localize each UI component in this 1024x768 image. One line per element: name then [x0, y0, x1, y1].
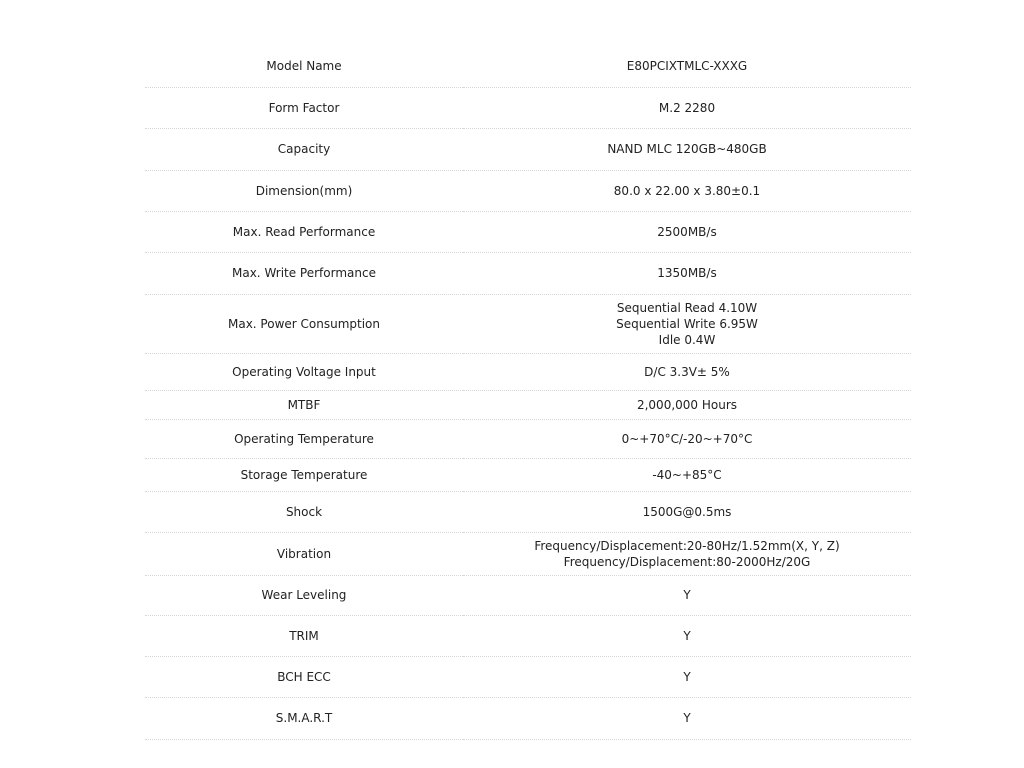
spec-value-line: D/C 3.3V± 5% — [644, 364, 730, 379]
spec-row — [145, 419, 911, 458]
spec-label: Vibration — [145, 532, 463, 575]
spec-value — [463, 491, 911, 532]
spec-value-line: Y — [683, 588, 691, 602]
spec-row — [145, 458, 911, 491]
spec-row — [145, 615, 911, 656]
spec-value — [463, 615, 911, 656]
spec-value — [463, 353, 911, 390]
spec-label: Capacity — [145, 128, 463, 170]
spec-row — [145, 575, 911, 615]
spec-value — [463, 575, 911, 615]
spec-value — [463, 46, 911, 87]
spec-value — [463, 532, 911, 575]
spec-row — [145, 697, 911, 739]
spec-value-line: 2500MB/s — [657, 224, 717, 239]
spec-row — [145, 128, 911, 170]
spec-row — [145, 656, 911, 697]
spec-label: Shock — [145, 491, 463, 532]
spec-value — [463, 656, 911, 697]
spec-label: Model Name — [145, 46, 463, 87]
spec-row — [145, 294, 911, 353]
spec-row — [145, 87, 911, 128]
spec-value-line: 1350MB/s — [657, 266, 717, 280]
spec-value-line: Y — [683, 628, 691, 643]
spec-row — [145, 252, 911, 294]
spec-label: MTBF — [145, 390, 463, 419]
spec-row — [145, 532, 911, 575]
spec-label: Max. Read Performance — [145, 211, 463, 252]
spec-label: Max. Power Consumption — [145, 294, 463, 353]
spec-value-line: Idle 0.4W — [658, 332, 716, 347]
spec-row — [145, 390, 911, 419]
spec-value-line: 1500G@0.5ms — [642, 504, 732, 519]
spec-value-line: Y — [683, 669, 691, 684]
spec-table — [145, 46, 911, 740]
spec-value — [463, 87, 911, 128]
spec-row — [145, 353, 911, 390]
spec-value-line: NAND MLC 120GB~480GB — [607, 142, 767, 156]
spec-label: Operating Temperature — [145, 419, 463, 458]
spec-value — [463, 252, 911, 294]
spec-value-line: M.2 2280 — [658, 100, 716, 115]
spec-label: Operating Voltage Input — [145, 353, 463, 390]
spec-label: S.M.A.R.T — [145, 697, 463, 739]
spec-row — [145, 170, 911, 211]
spec-value-line: -40~+85°C — [652, 467, 722, 482]
spec-value — [463, 211, 911, 252]
spec-value — [463, 170, 911, 211]
spec-value — [463, 294, 911, 353]
spec-value — [463, 458, 911, 491]
spec-row — [145, 46, 911, 87]
spec-value-line: Y — [683, 711, 691, 725]
spec-value-line: 80.0 x 22.00 x 3.80±0.1 — [613, 183, 761, 198]
spec-row — [145, 491, 911, 532]
spec-label: Form Factor — [145, 87, 463, 128]
spec-label: TRIM — [145, 615, 463, 656]
spec-label: Max. Write Performance — [145, 252, 463, 294]
spec-value-line: Sequential Read 4.10W — [616, 300, 758, 315]
spec-value-line: Frequency/Displacement:80-2000Hz/20G — [563, 554, 811, 569]
spec-value-line: Sequential Write 6.95W — [616, 316, 758, 331]
spec-value-line: E80PCIXTMLC-XXXG — [626, 59, 748, 74]
spec-value — [463, 697, 911, 739]
spec-value-line: 0~+70°C/-20~+70°C — [621, 431, 753, 446]
spec-label: Storage Temperature — [145, 458, 463, 491]
spec-value — [463, 390, 911, 419]
spec-label: Dimension(mm) — [145, 170, 463, 211]
spec-value-line: Frequency/Displacement:20-80Hz/1.52mm(X, Y, Z) — [534, 538, 840, 553]
spec-label: Wear Leveling — [145, 575, 463, 615]
spec-row — [145, 211, 911, 252]
spec-label: BCH ECC — [145, 656, 463, 697]
spec-value-line: 2,000,000 Hours — [636, 397, 738, 412]
spec-value — [463, 128, 911, 170]
spec-value — [463, 419, 911, 458]
